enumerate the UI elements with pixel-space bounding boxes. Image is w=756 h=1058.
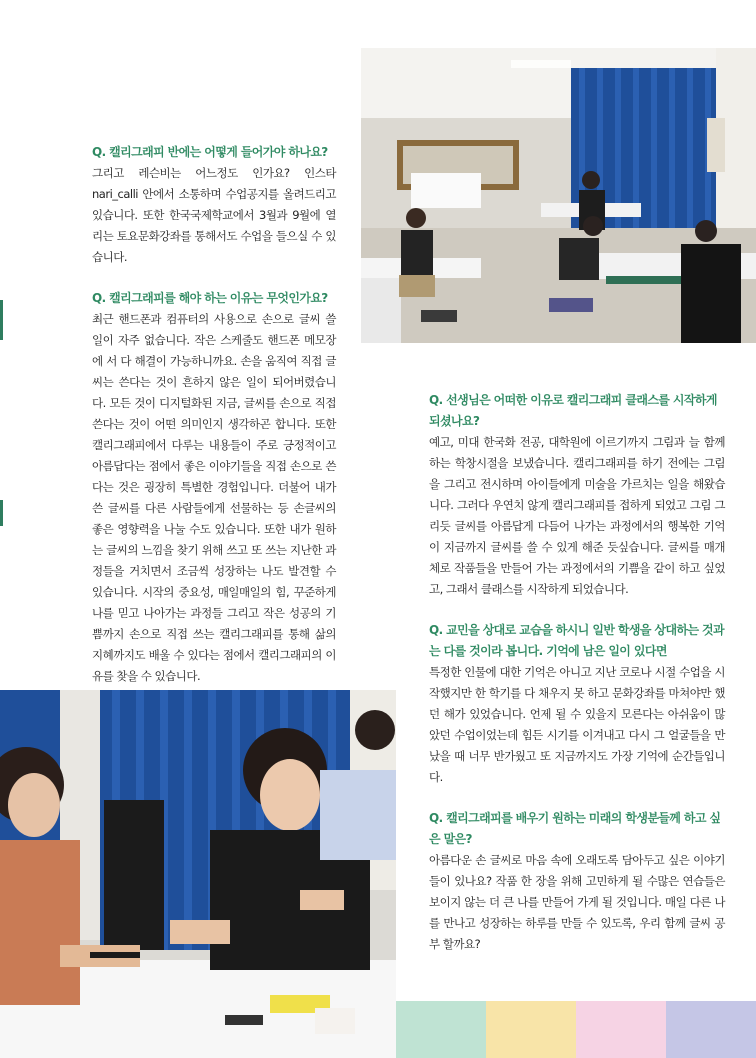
color-swatch [666, 1001, 756, 1058]
left-text-column [92, 142, 336, 707]
qa-item [429, 620, 725, 788]
question-heading: Q. 캘리그래피를 해야 하는 이유는 무엇인가요? [92, 291, 328, 305]
answer-text: 최근 핸드폰과 컴퓨터의 사용으로 손으로 글씨 쓸 일이 자주 없습니다. 작은 스케줄도 핸드폰 메모장에 서 다 해결이 가능하니까요. 손을 움직여 직접 글씨는 쓴다는 것이 흔하지 않은 일이 되어버렸습니다. 모든 것이 디지털화된 지금, 글씨를 손으로 직접 쓴다는 것이 어떤 의미인지 생각하곤 합니다. 또한 캘리그래피에서 다루는 내용들이 주로 긍정적이고 아름답다는 점에서 좋은 이야기들을 직접 손으로 쓴다는 것은 굉장히 특별한 경험입니다. 더불어 내가 쓴 글씨를 다른 사람들에게 선물하는 등 손글씨의 좋은 영향력을 나눌 수도 있습니다. 또한 내가 원하는 글씨의 느낌을 찾기 위해 쓰고 또 쓰는 지난한 과정들을 거치면서 조금씩 성장하는 나도 발견할 수 있습니다. 시작의 중요성, 매일매일의 힘, 꾸준하게 나를 믿고 나아가는 과정들 그리고 작은 성공의 기쁨까지 손으로 직접 쓰는 캘리그래피를 통해 삶의 지혜까지도 배울 수 있다는 점에서 캘리그래피의 이유를 찾을 수 있습니다. [92, 312, 336, 683]
right-text-column [429, 390, 725, 975]
color-swatch-bar [396, 1001, 756, 1058]
qa-item [429, 390, 725, 600]
answer-text: 아름다운 손 글씨로 마음 속에 오래도록 담아두고 싶은 이야기들이 있나요? 작품 한 장을 위해 고민하게 될 수많은 연습들은 보이지 않는 더 큰 나를 만들어 가게 될 것입니다. 매일 다른 나를 만나고 성장하는 하루를 만들 수 있도록, 우리 함께 글씨 공부 할까요? [429, 853, 725, 951]
qa-item [429, 808, 725, 955]
answer-text: 그리고 레슨비는 어느정도 인가요? 인스타 nari_calli 안에서 소통하며 수업공지를 올려드리고 있습니다. 또한 한국국제학교에서 3월과 9월에 열리는 토요문화강좌를 통해서도 수업을 들으실 수 있습니다. [92, 166, 336, 264]
question-heading: Q. 선생님은 어떠한 이유로 캘리그래피 클래스를 시작하게 되셨나요? [429, 393, 717, 428]
question-heading: Q. 캘리그래피 반에는 어떻게 들어가야 하나요? [92, 145, 328, 159]
edge-mark [0, 300, 3, 340]
answer-text: 예고, 미대 한국화 전공, 대학원에 이르기까지 그림과 늘 함께하는 학창시절을 보냈습니다. 캘리그래피를 하기 전에는 그림을 그리고 전시하며 아이들에게 미술을 가르치는 일을 해왔습니다. 그러다 우연치 않게 캘리그래피를 접하게 되었고 그림 그리듯 글씨를 아름답게 다듬어 나가는 과정에서의 행복한 기억이 지금까지 글씨를 쓸 수 있게 해준 듯싶습니다. 글씨를 매개체로 작품들을 만들어 가는 과정에서의 기쁨을 같이 하고 싶었고, 그래서 클래스를 시작하게 되었습니다. [429, 435, 725, 596]
answer-text: 특정한 인물에 대한 기억은 아니고 지난 코로나 시절 수업을 시작했지만 한 학기를 다 채우지 못 하고 문화강좌를 마쳐야만 했던 해가 있었습니다. 언제 될 수 있을지 모른다는 아쉬움이 많았던 수업이었는데 힘든 시기를 이겨내고 다시 그 얼굴들을 만났을 때 너무 반가웠고 또 지금까지도 가장 기억에 순간들입니다. [429, 665, 725, 784]
qa-item [92, 142, 336, 268]
color-swatch [486, 1001, 576, 1058]
qa-item [92, 288, 336, 687]
students-photo [0, 690, 396, 1058]
question-heading: Q. 교민을 상대로 교습을 하시니 일반 학생을 상대하는 것과는 다를 것이라 봅니다. 기억에 남은 일이 있다면 [429, 623, 724, 658]
question-heading: Q. 캘리그래피를 배우기 원하는 미래의 학생분들께 하고 싶은 말은? [429, 811, 721, 846]
color-swatch [576, 1001, 666, 1058]
classroom-photo [361, 48, 756, 343]
color-swatch [396, 1001, 486, 1058]
edge-mark [0, 500, 3, 526]
